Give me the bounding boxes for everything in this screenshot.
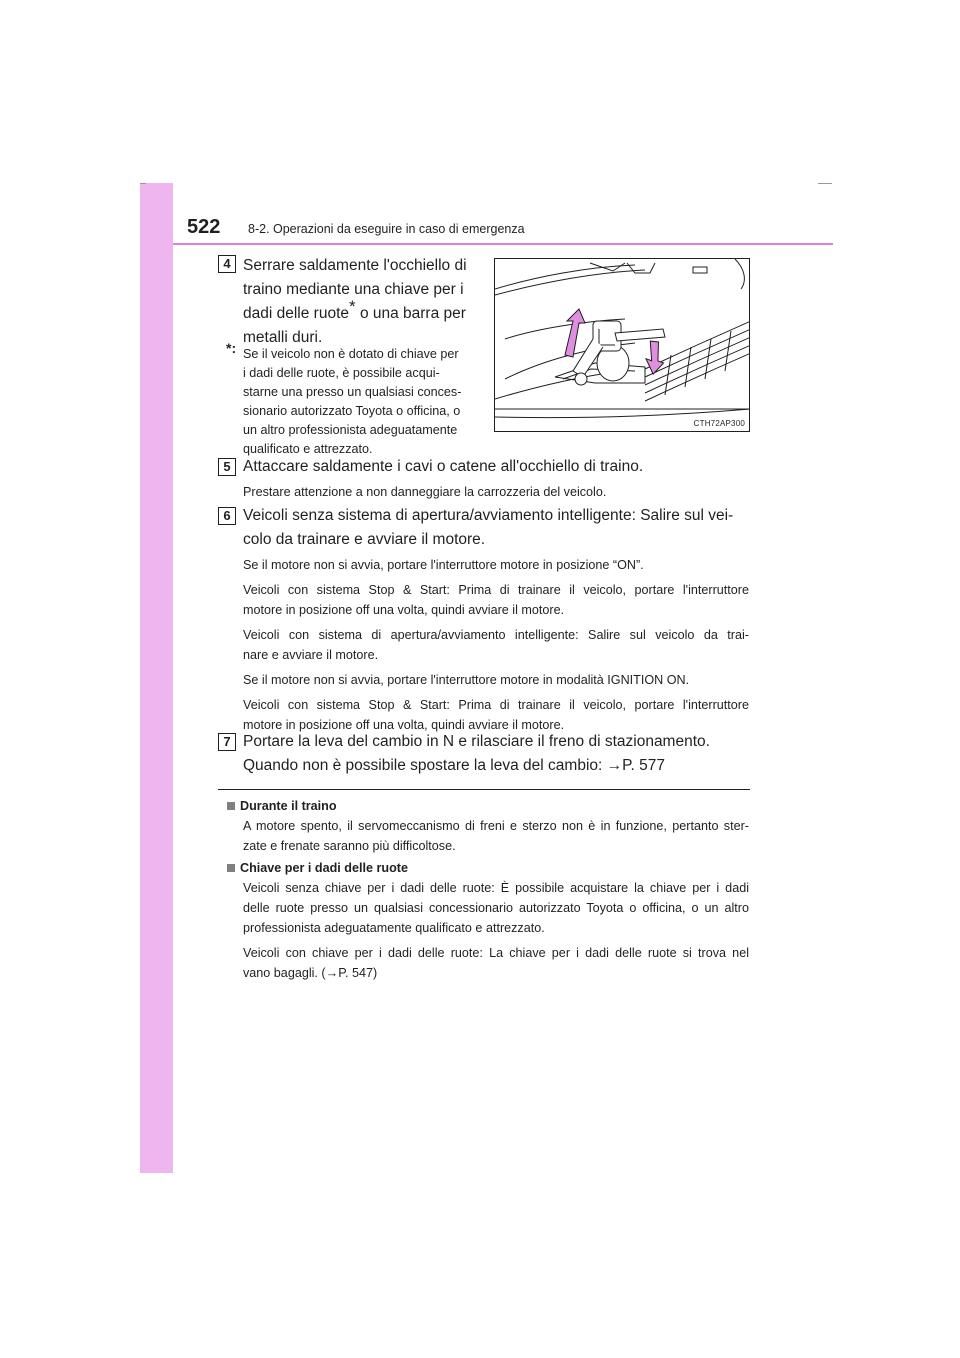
- info-durante-il-traino: [227, 796, 749, 856]
- text-fragment: o una barra per: [359, 305, 466, 322]
- text-line: Veicoli senza sistema di apertura/avviamento intelligente: Salire sul vei-: [243, 507, 734, 524]
- header-divider: [173, 243, 833, 245]
- note-paragraph: [243, 625, 749, 665]
- footnote-marker: *:: [226, 340, 237, 356]
- info-title-text: Chiave per i dadi delle ruote: [240, 861, 408, 875]
- step-5-text: Attaccare saldamente i cavi o catene all'occhiello di traino.: [243, 458, 644, 475]
- note-line: Se il motore non si avvia, portare l'interruttore motore in modalità IGNITION ON.: [243, 673, 690, 687]
- note-line: nare e avviare il motore.: [243, 648, 379, 662]
- rotate-arrow-up: [565, 309, 585, 357]
- step-number-badge: 5: [218, 458, 236, 476]
- illustration-towing-eyelet: [494, 258, 750, 432]
- footnote-line: sionario autorizzato Toyota o officina, o: [243, 404, 461, 418]
- text-line: [243, 754, 753, 778]
- text-line: colo da trainare e avviare il motore.: [243, 531, 486, 548]
- note-paragraph: [243, 580, 749, 620]
- note-line: Veicoli con sistema di apertura/avviamento intelligente: Salire sul veicolo da trai-: [243, 628, 749, 642]
- step-6-notes: [243, 555, 749, 735]
- footnote-line: Se il veicolo non è dotato di chiave per: [243, 347, 459, 361]
- info-paragraph: [227, 943, 749, 983]
- info-paragraph: [227, 878, 749, 938]
- text-fragment: dadi delle ruote: [243, 305, 349, 322]
- note-line: Se il motore non si avvia, portare l'interruttore motore in posizione “ON”.: [243, 558, 644, 572]
- info-chiave-dadi-ruote: [227, 858, 749, 983]
- footnote-line: un altro professionista adeguatamente: [243, 423, 458, 437]
- note-line: motore in posizione off una volta, quindi avviare il motore.: [243, 603, 565, 617]
- step-6-text: [243, 504, 749, 552]
- info-line: delle ruote presso un qualsiasi concessionario autorizzato Toyota o officina, o un altro: [243, 901, 749, 915]
- note-line: Veicoli con sistema Stop & Start: Prima di trainare il veicolo, portare l'interruttore: [243, 698, 749, 712]
- step-number-badge: 7: [218, 733, 236, 751]
- info-line: A motore spento, il servomeccanismo di freni e sterzo non è in funzione, pertanto ster-: [243, 819, 749, 833]
- note-paragraph: [243, 670, 749, 690]
- step-5-note: Prestare attenzione a non danneggiare la carrozzeria del veicolo.: [243, 485, 607, 499]
- text-line: traino mediante una chiave per i: [243, 281, 464, 298]
- info-line: professionista adeguatamente qualificato e attrezzato.: [243, 921, 545, 935]
- step-4-text: [243, 254, 477, 350]
- section-divider: [218, 789, 750, 790]
- note-line: Veicoli con sistema Stop & Start: Prima di trainare il veicolo, portare l'interruttore: [243, 583, 749, 597]
- text-line: Portare la leva del cambio in N e rilasciare il freno di stazionamento.: [243, 733, 710, 750]
- page-reference-link[interactable]: →P. 577: [606, 757, 665, 774]
- footnote-line: i dadi delle ruote, è possibile acqui-: [243, 366, 440, 380]
- figure-code: CTH72AP300: [693, 419, 745, 428]
- crop-mark: [818, 183, 832, 184]
- car-bumper-drawing: [495, 259, 750, 432]
- step-number-badge: 6: [218, 507, 236, 525]
- footnote-line: starne una presso un qualsiasi conces-: [243, 385, 462, 399]
- crop-mark: [140, 183, 146, 184]
- info-line: Veicoli con chiave per i dadi delle ruote: La chiave per i dadi delle ruote si trova nel: [243, 946, 749, 960]
- note-paragraph: [243, 695, 749, 735]
- asterisk: *: [349, 296, 356, 316]
- text-line: metalli duri.: [243, 329, 323, 346]
- info-title: [227, 858, 749, 878]
- text-line: [243, 296, 477, 326]
- page-number: 522: [187, 216, 221, 238]
- info-title-text: Durante il traino: [240, 799, 337, 813]
- note-line: motore in posizione off una volta, quindi avviare il motore.: [243, 718, 565, 732]
- text-fragment: Quando non è possibile spostare la leva del cambio:: [243, 757, 607, 774]
- info-line: Veicoli senza chiave per i dadi delle ruote: È possibile acquistare la chiave per i dadi: [243, 881, 749, 895]
- step-number-badge: 4: [218, 255, 236, 273]
- rotate-arrow-down: [640, 339, 670, 376]
- footnote: [243, 345, 477, 459]
- sidebar-tab: [140, 183, 173, 1173]
- section-title: 8-2. Operazioni da eseguire in caso di emergenza: [248, 222, 525, 236]
- text-line: Serrare saldamente l'occhiello di: [243, 257, 467, 274]
- info-paragraph: [227, 816, 749, 856]
- square-bullet-icon: [227, 802, 235, 810]
- footnote-line: qualificato e attrezzato.: [243, 442, 373, 456]
- info-line: vano bagagli. (→P. 547): [243, 966, 378, 980]
- note-paragraph: [243, 555, 749, 575]
- square-bullet-icon: [227, 864, 235, 872]
- step-7-text: [243, 730, 753, 778]
- info-title: [227, 796, 749, 816]
- info-line: zate e frenate saranno più difficoltose.: [243, 839, 456, 853]
